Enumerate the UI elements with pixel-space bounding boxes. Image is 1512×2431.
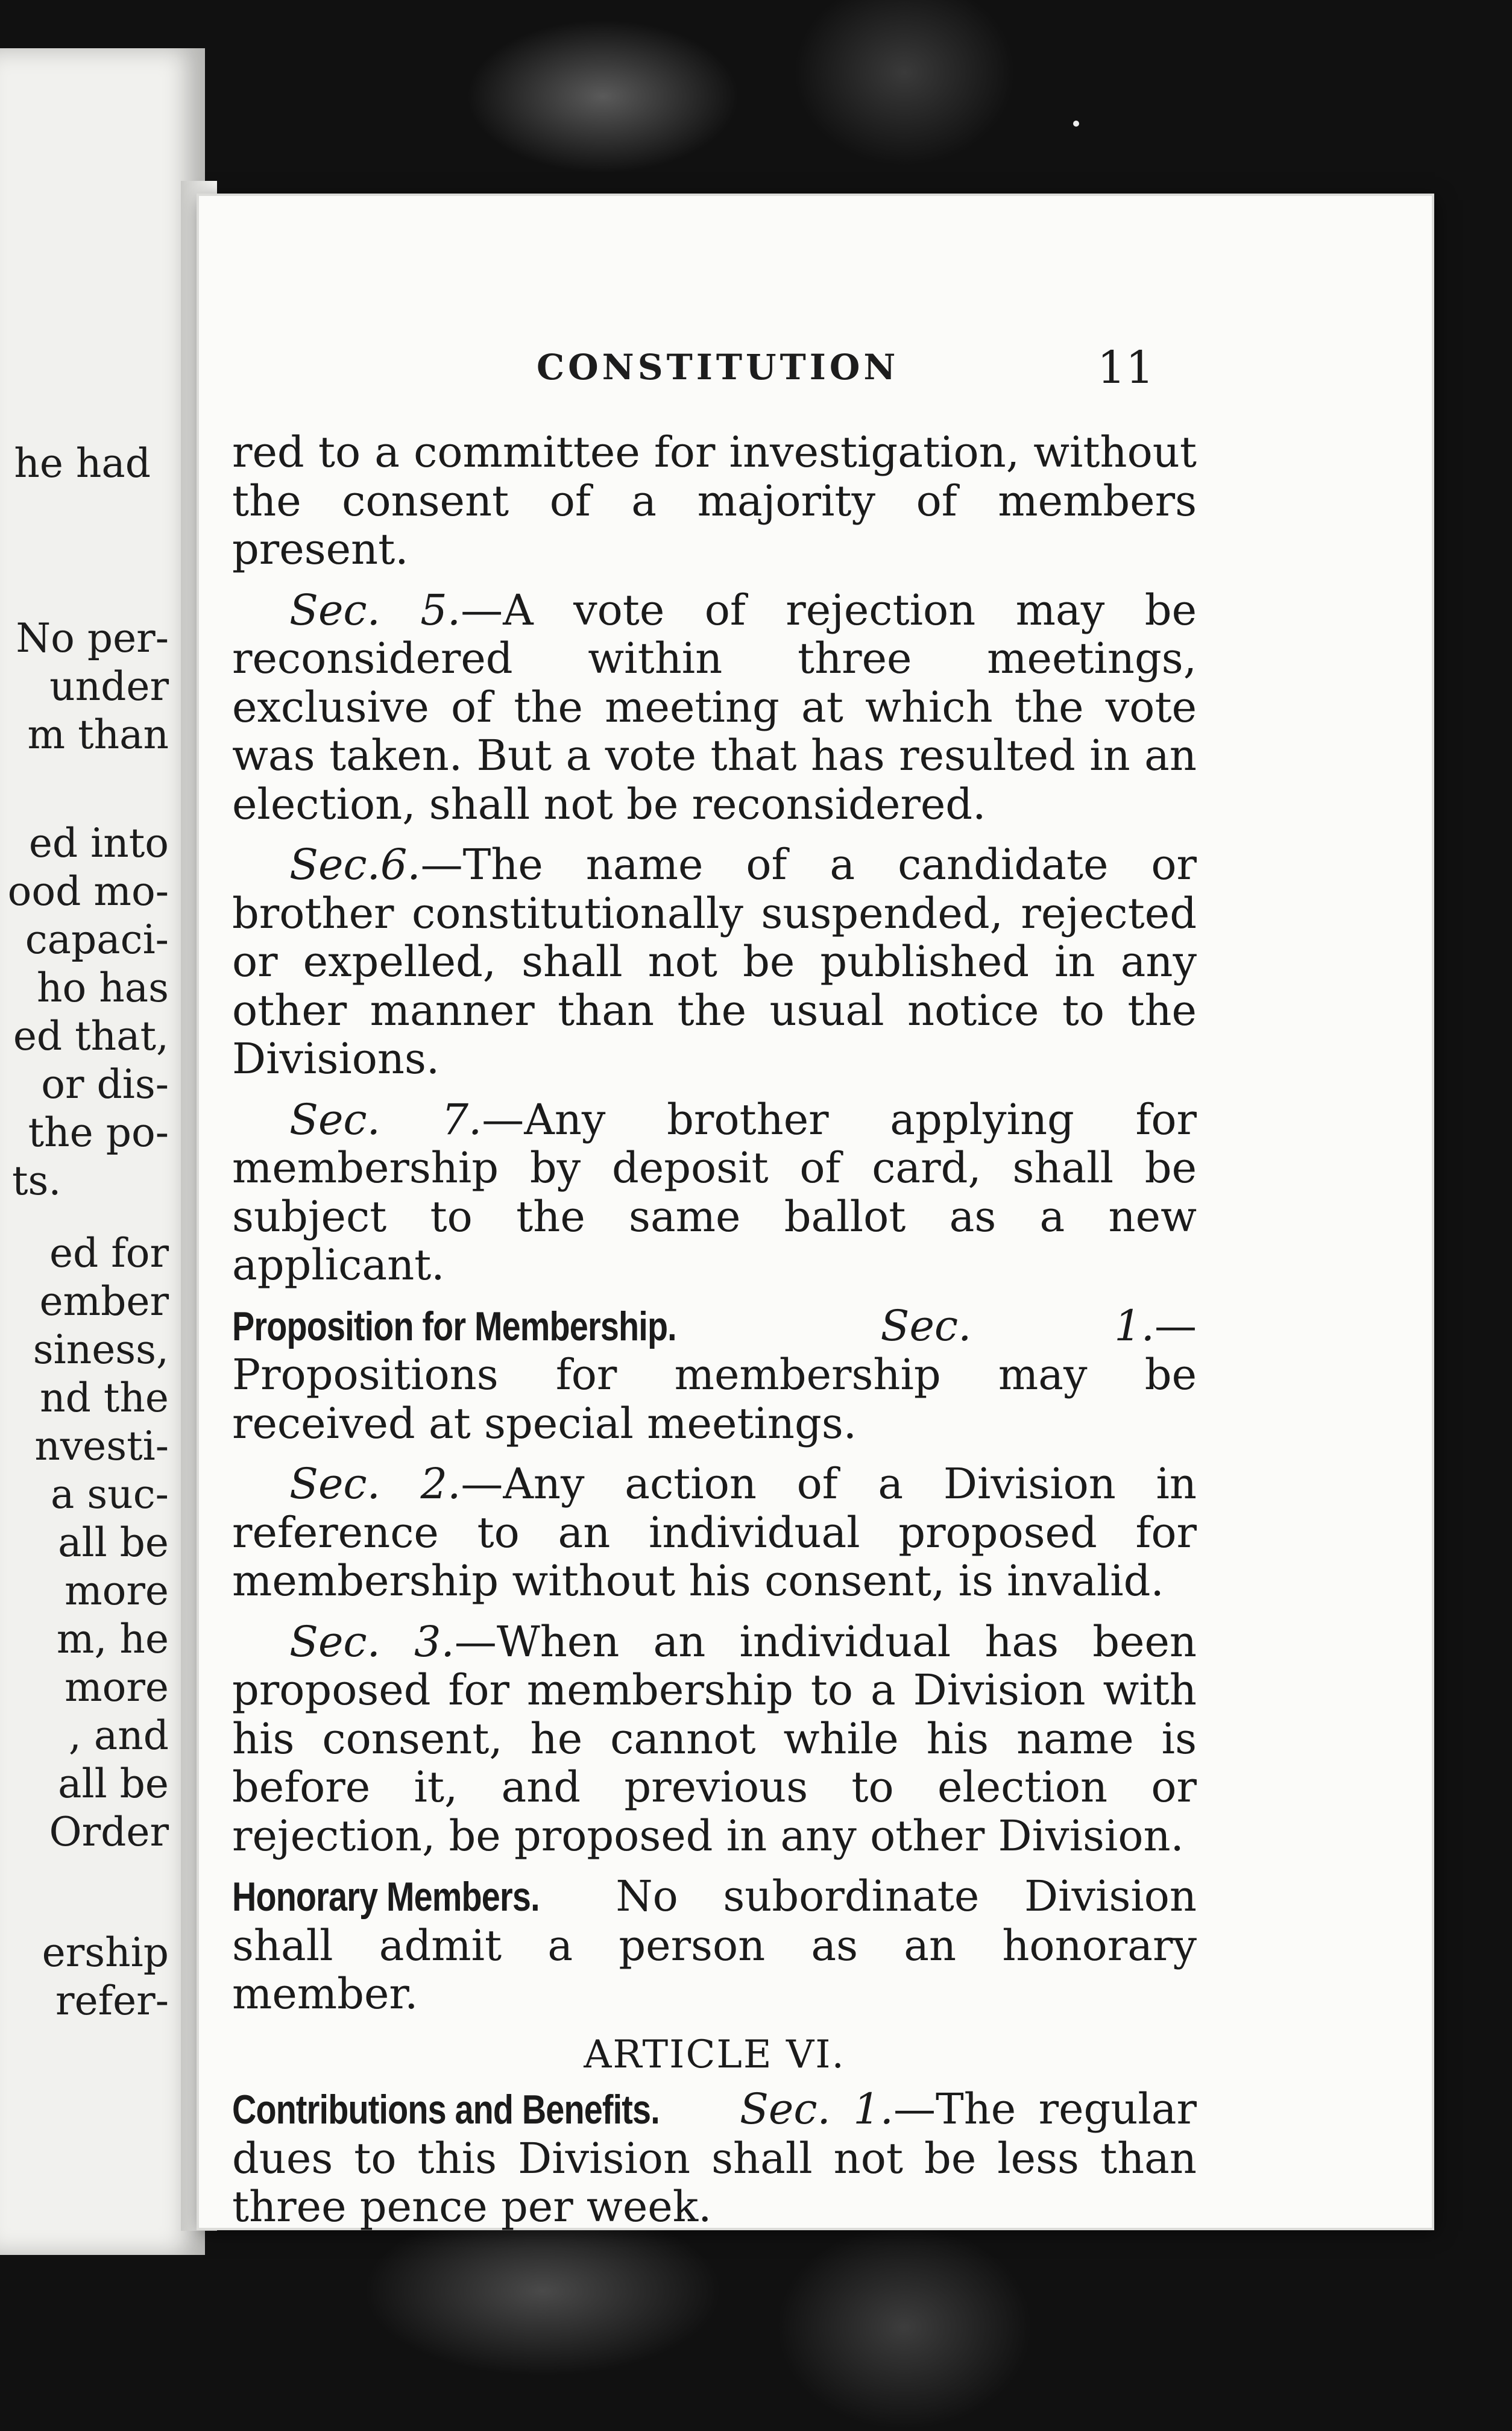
side-heading: Honorary Members. [232,1874,540,1920]
paragraph-text: red to a committee for investigation, without the consent of a majority of members present. [232,427,1197,574]
left-page-line: or dis- [41,1061,169,1108]
left-page-line: all be [58,1761,169,1807]
left-page-line: siness, [33,1326,169,1373]
left-page-line: m than [27,711,169,758]
left-page-line: he had [14,440,151,487]
section-label: Sec. 3. [289,1616,455,1666]
section-label: Sec.6. [289,840,421,889]
section-label: Sec. 7. [289,1094,482,1144]
article-heading: ARTICLE VI. [584,2032,845,2077]
left-page-line: No per- [16,615,169,661]
left-page-line: ed for [49,1230,169,1276]
left-page-line: all be [58,1519,169,1566]
paragraph [232,586,1197,829]
page-body [232,428,1197,2243]
left-page-line: under [49,663,169,710]
left-page-line: nvesti- [34,1423,169,1469]
paragraph [232,2085,1197,2231]
paragraph [232,1872,1197,2019]
paragraph [232,1460,1197,1606]
paragraph [232,840,1197,1083]
section-label: Sec. 1. [739,2084,894,2134]
page-number: 11 [1097,342,1154,394]
left-page-line: ho has [37,965,169,1011]
paragraph-text: —The regular dues to this Division shall not be less than three pence per week. [232,2084,1197,2231]
left-page-line: m, he [56,1616,169,1662]
left-page-line: more [65,1568,169,1614]
left-page-line: Order [49,1809,169,1855]
paragraph-text: —The name of a candidate or brother constitutionally suspended, rejected or expelled, shall not be published in any other manner than the usual notice to the Divisions. [232,840,1197,1083]
running-head [199,342,1344,394]
side-heading: Proposition for Membership. [232,1303,676,1349]
left-page-line: nd the [40,1375,169,1421]
left-page-line: ed into [28,820,169,866]
paragraph [232,1096,1197,1290]
section-label: Sec. 1. [880,1301,1154,1351]
paragraph-text: —Any action of a Division in reference to an individual proposed for membership without his consent, is invalid. [232,1459,1197,1606]
side-heading: Contributions and Benefits. [232,2087,660,2133]
left-facing-page [0,48,205,2255]
right-page [199,196,1432,2231]
paragraph-text: No subordinate Division shall admit a person as an honorary member. [232,1871,1197,2019]
paragraph [232,1302,1197,1448]
left-page-line: ership [42,1929,169,1976]
left-page-line: ood mo- [7,868,169,915]
paragraph-text: —Propositions for membership may be received at special meetings. [232,1301,1197,1448]
left-page-line: more [65,1664,169,1711]
left-page-line: ed that, [13,1013,169,1059]
section-label: Sec. 2. [289,1459,461,1509]
dust-speck [1073,121,1079,127]
left-page-line: refer- [55,1978,169,2024]
paragraph-text: —When an individual has been proposed for membership to a Division with his consent, he cannot while his name is before it, and previous to election or rejection, be proposed in any other Division. [232,1616,1197,1861]
left-page-line: a suc- [51,1471,169,1518]
paragraph-text: —Any brother applying for membership by deposit of card, shall be subject to the same ballot as a new applicant. [232,1094,1197,1290]
left-page-line: capaci- [25,916,169,963]
section-label: Sec. 5. [289,585,461,635]
running-title: CONSTITUTION [537,347,899,388]
left-page-line: the po- [28,1109,169,1156]
left-page-line: , and [68,1712,169,1759]
paragraph-text: —A vote of rejection may be reconsidered within three meetings, exclusive of the meeting at which the vote was taken. But a vote that has resulted in an election, shall not be reconsidered. [232,585,1197,829]
paragraph [232,428,1197,574]
left-page-line: ts. [12,1158,61,1204]
left-page-line: ember [39,1278,169,1325]
paragraph [232,1618,1197,1861]
